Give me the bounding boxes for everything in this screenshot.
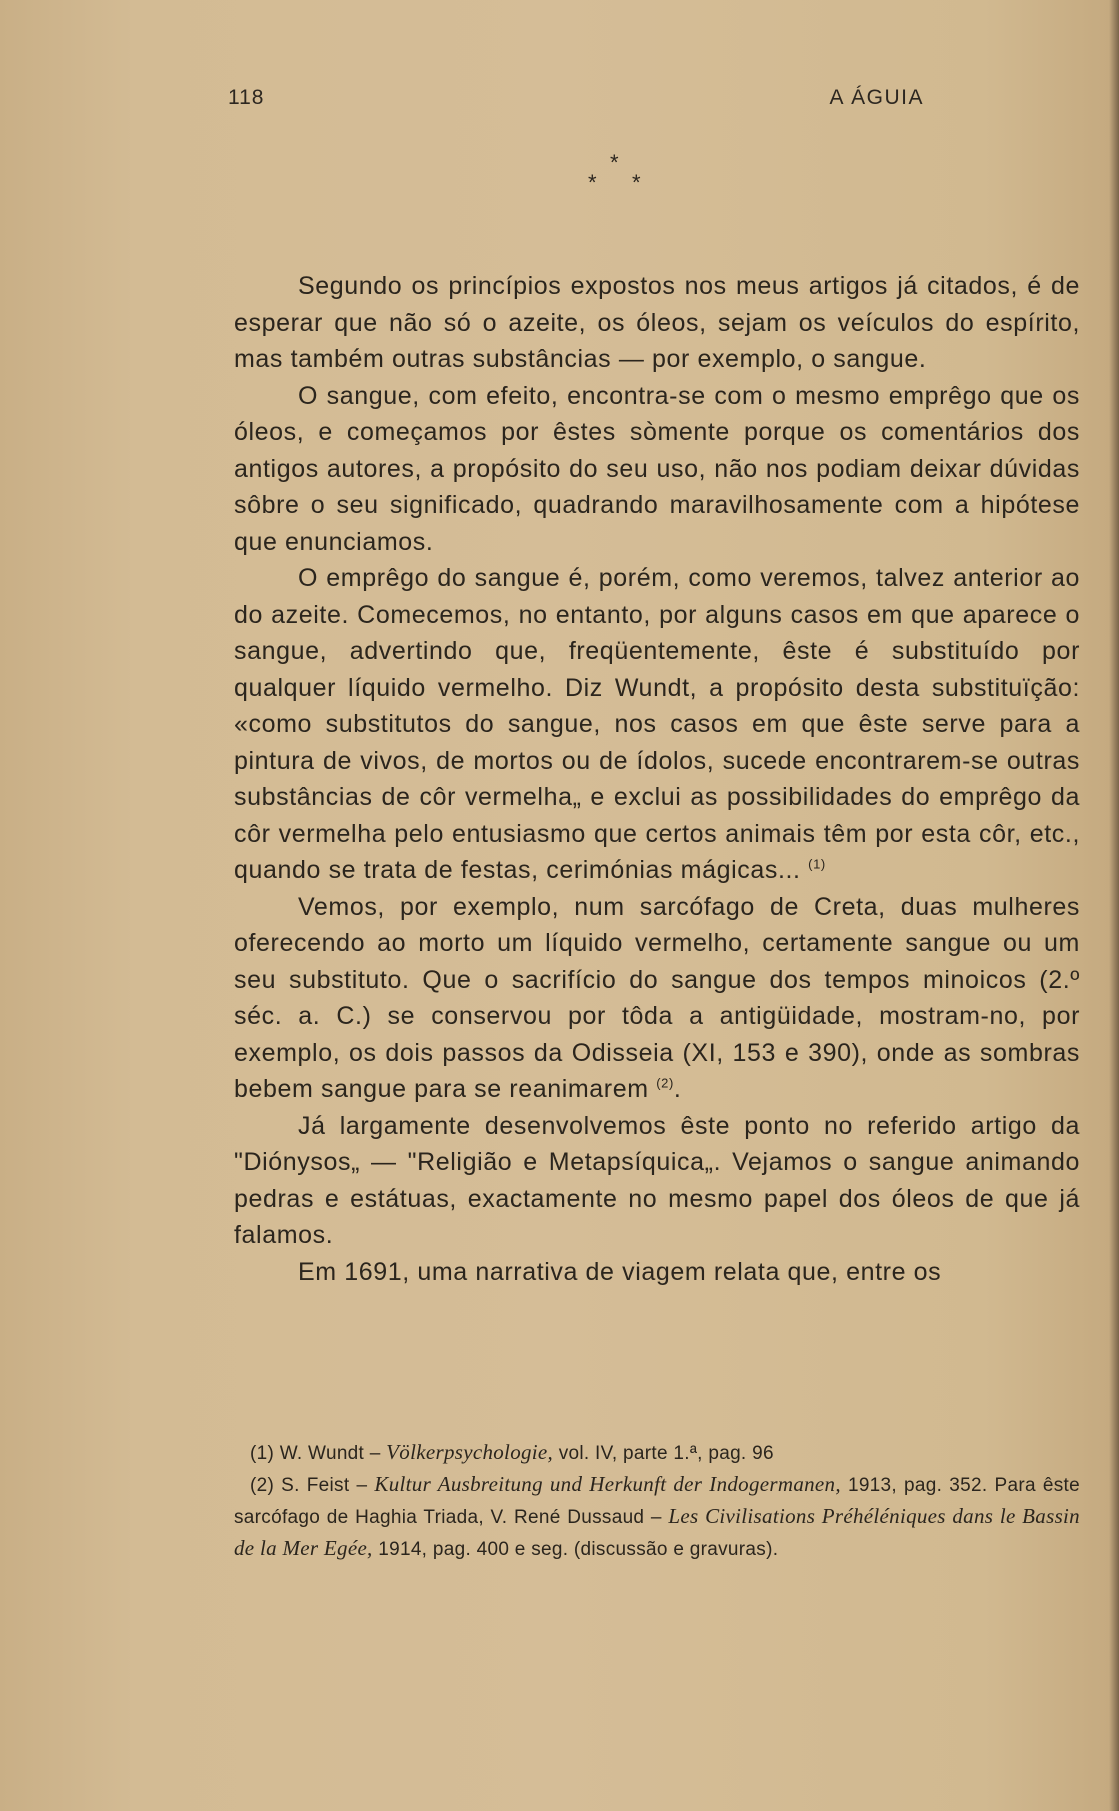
paragraph-3 (234, 560, 1080, 889)
paragraph-4 (234, 889, 1080, 1108)
footnotes (234, 1437, 1080, 1565)
paragraph-4-end: . (673, 1075, 682, 1103)
footnote-2-title-2: Les Civilisations Préhéléniques dans le Bassin de la Mer Egée, (234, 1504, 1080, 1560)
footnote-2-title-1: Kultur Ausbreitung und Herkunft der Indogermanen, (374, 1472, 841, 1496)
footnote-2-mark: (2) (250, 1475, 275, 1496)
page-number: 118 (228, 86, 265, 109)
page-header (0, 86, 1119, 116)
footnote-1-title: Völkerpsychologie, (386, 1440, 554, 1464)
asterism-star-top: * (610, 150, 619, 175)
footnote-2-middle: 1913, pag. 352. Para êste sarcófago de Haghia Triada, V. René Dussaud – (234, 1475, 1080, 1528)
asterism-star-right: * (632, 170, 641, 195)
asterism-star-left: * (588, 170, 597, 195)
section-asterism (588, 150, 700, 200)
running-head: A ÁGUIA (829, 86, 924, 109)
footnote-1-rest: vol. IV, parte 1.ª, pag. 96 (558, 1443, 774, 1464)
page-edge-shadow (1109, 0, 1119, 1811)
footnote-ref-2: (2) (656, 1075, 674, 1091)
footnote-ref-1: (1) (808, 856, 826, 872)
paragraph-4-text: Vemos, por exemplo, num sarcófago de Creta, duas mulheres oferecendo ao morto um líquido vermelho, certamente sangue ou um seu substituto. Que o sacrifício do sangue dos tempos minoicos (2.º séc. a. C.) se conservou por tôda a antigüidade, mostram-no, por exemplo, os dois passos da Odisseia (XI, 153 e 390), onde as sombras bebem sangue para se reanimarem (234, 892, 1080, 1103)
paragraph-6: Em 1691, uma narrativa de viagem relata que, entre os (298, 1257, 942, 1286)
footnote-1-mark: (1) (250, 1443, 275, 1464)
paragraph-3-text: O emprêgo do sangue é, porém, como veremos, talvez anterior ao do azeite. Comecemos, no entanto, por alguns casos em que aparece o sangue, advertindo que, freqüentemente, êste é substituído por qualquer líquido vermelho. Diz Wundt, a propósito desta substituïção: «como substitutos do sangue, nos casos em que êste serve para a pintura de vivos, de mortos ou de ídolos, sucede encontrarem-se outras substâncias de côr vermelha„ e exclui as possibilidades do emprêgo da côr vermelha pelo entusiasmo que certos animais têm por esta côr, etc., quando se trata de festas, cerimónias mágicas... (234, 564, 1080, 884)
footnote-2-author: S. Feist – (281, 1475, 368, 1496)
body-text (234, 268, 1080, 1290)
footnote-1 (234, 1437, 1080, 1469)
paragraph-2: O sangue, com efeito, encontra-se com o mesmo emprêgo que os óleos, e começamos por êstes sòmente porque os comentários dos antigos autores, a propósito do seu uso, não nos podiam deixar dúvidas sôbre o seu significado, quadrando maravilhosamente com a hipótese que enunciamos. (234, 381, 1080, 556)
footnote-2 (234, 1469, 1080, 1565)
footnote-1-author: W. Wundt – (279, 1443, 381, 1464)
paragraph-1: Segundo os princípios expostos nos meus artigos já citados, é de esperar que não só o azeite, os óleos, sejam os veículos do espírito, mas também outras substâncias — por exemplo, o sangue. (234, 272, 1080, 373)
footnote-2-rest: 1914, pag. 400 e seg. (discussão e gravuras). (378, 1539, 779, 1560)
paragraph-5: Já largamente desenvolvemos êste ponto no referido artigo da "Diónysos„ — "Religião e Metapsíquica„. Vejamos o sangue animando pedras e estátuas, exactamente no mesmo papel dos óleos de que já falamos. (234, 1111, 1080, 1249)
